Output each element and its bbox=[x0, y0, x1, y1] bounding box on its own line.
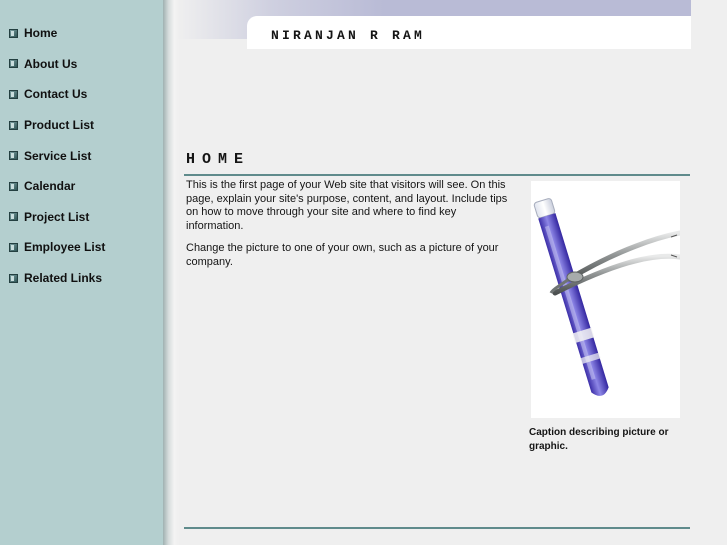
sidebar-item-label: About Us bbox=[24, 56, 78, 71]
bullet-icon bbox=[9, 90, 18, 99]
sidebar-shadow bbox=[163, 0, 179, 545]
sidebar-item-label: Project List bbox=[24, 209, 90, 224]
sidebar-item-employee-list[interactable] bbox=[9, 232, 105, 263]
sidebar-item-service-list[interactable] bbox=[9, 140, 105, 171]
test-tube-forceps-photo bbox=[531, 181, 680, 418]
sidebar-item-label: Related Links bbox=[24, 271, 103, 286]
sidebar-item-product-list[interactable] bbox=[9, 110, 105, 141]
test-tube-icon bbox=[531, 181, 680, 418]
bullet-icon bbox=[9, 151, 18, 160]
site-title: NIRANJAN R RAM bbox=[271, 28, 426, 43]
sidebar-item-label: Home bbox=[24, 26, 58, 41]
bullet-icon bbox=[9, 243, 18, 252]
heading-divider bbox=[184, 174, 690, 176]
footer-divider bbox=[184, 527, 690, 529]
photo-caption: Caption describing picture or graphic. bbox=[529, 427, 669, 452]
body-text bbox=[186, 179, 516, 277]
sidebar-item-label: Service List bbox=[24, 148, 92, 163]
bullet-icon bbox=[9, 182, 18, 191]
bullet-icon bbox=[9, 29, 18, 38]
sidebar-item-project-list[interactable] bbox=[9, 202, 105, 233]
bullet-icon bbox=[9, 274, 18, 283]
sidebar-item-label: Calendar bbox=[24, 179, 76, 194]
bullet-icon bbox=[9, 59, 18, 68]
picture-paragraph: Change the picture to one of your own, such as a picture of your company. bbox=[186, 241, 499, 268]
sidebar-item-related-links[interactable] bbox=[9, 263, 105, 294]
sidebar-item-label: Contact Us bbox=[24, 87, 88, 102]
sidebar-item-label: Employee List bbox=[24, 240, 106, 255]
sidebar-item-calendar[interactable] bbox=[9, 171, 105, 202]
site-title-box bbox=[247, 16, 691, 49]
sidebar bbox=[0, 0, 163, 545]
page-title: HOME bbox=[186, 151, 251, 168]
sidebar-item-contact-us[interactable] bbox=[9, 79, 105, 110]
sidebar-item-home[interactable] bbox=[9, 18, 105, 49]
bullet-icon bbox=[9, 121, 18, 130]
sidebar-nav bbox=[9, 18, 105, 293]
sidebar-item-about-us[interactable] bbox=[9, 49, 105, 80]
bullet-icon bbox=[9, 212, 18, 221]
intro-paragraph: This is the first page of your Web site that visitors will see. On this page, explain your site's purpose, content, and layout. Include tips on how to move through your site and where to find key information. bbox=[186, 179, 508, 233]
sidebar-item-label: Product List bbox=[24, 118, 95, 133]
